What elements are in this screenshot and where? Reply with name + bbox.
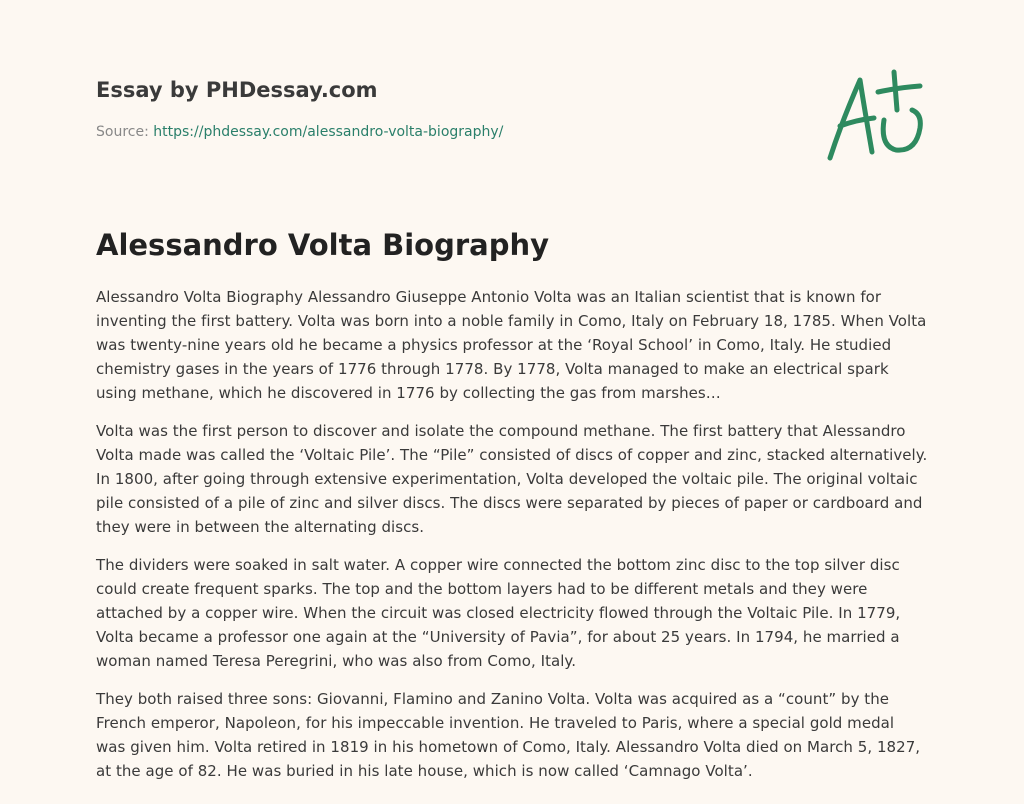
page-header <box>96 76 796 142</box>
article-body <box>96 285 928 797</box>
article-paragraph: The dividers were soaked in salt water. A copper wire connected the bottom zinc disc to the top silver disc could create frequent sparks. The top and the bottom layers had to be different metals and they were attached by a copper wire. When the circuit was closed electricity flowed through the Voltaic Pile. In 1779, Volta became a professor one again at the “University of Pavia”, for about 25 years. In 1794, he married a woman named Teresa Peregrini, who was also from Como, Italy. <box>96 556 901 670</box>
a-plus-logo-svg <box>820 66 930 166</box>
article-paragraph: They both raised three sons: Giovanni, Flamino and Zanino Volta. Volta was acquired as a “count” by the French emperor, Napoleon, for his impeccable invention. He traveled to Paris, where a special gold medal was given him. Volta retired in 1819 in his hometown of Como, Italy. Alessandro Volta died on March 5, 1827, at the age of 82. He was buried in his late house, which is now called ‘Camnago Volta’. <box>96 690 921 780</box>
article-paragraph: Alessandro Volta Biography Alessandro Giuseppe Antonio Volta was an Italian scientist that is known for inventing the first battery. Volta was born into a noble family in Como, Italy on February 18, 1785. When Volta was twenty-nine years old he became a physics professor at the ‘Royal School’ in Como, Italy. He studied chemistry gases in the years of 1776 through 1778. By 1778, Volta managed to make an electrical spark using methane, which he discovered in 1776 by collecting the gas from marshes… <box>96 288 927 402</box>
article-title: Alessandro Volta Biography <box>96 228 550 262</box>
site-name: Essay by PHDessay.com <box>96 78 378 102</box>
a-plus-logo-icon <box>820 66 930 166</box>
source-link[interactable]: https://phdessay.com/alessandro-volta-biography/ <box>153 124 504 140</box>
source-line <box>96 122 796 142</box>
source-label: Source: <box>96 124 149 140</box>
article-paragraph: Volta was the first person to discover and isolate the compound methane. The first battery that Alessandro Volta made was called the ‘Voltaic Pile’. The “Pile” consisted of discs of copper and zinc, stacked alternatively. In 1800, after going through extensive experimentation, Volta developed the voltaic pile. The original voltaic pile consisted of a pile of zinc and silver discs. The discs were separated by pieces of paper or cardboard and they were in between the alternating discs. <box>96 422 928 536</box>
